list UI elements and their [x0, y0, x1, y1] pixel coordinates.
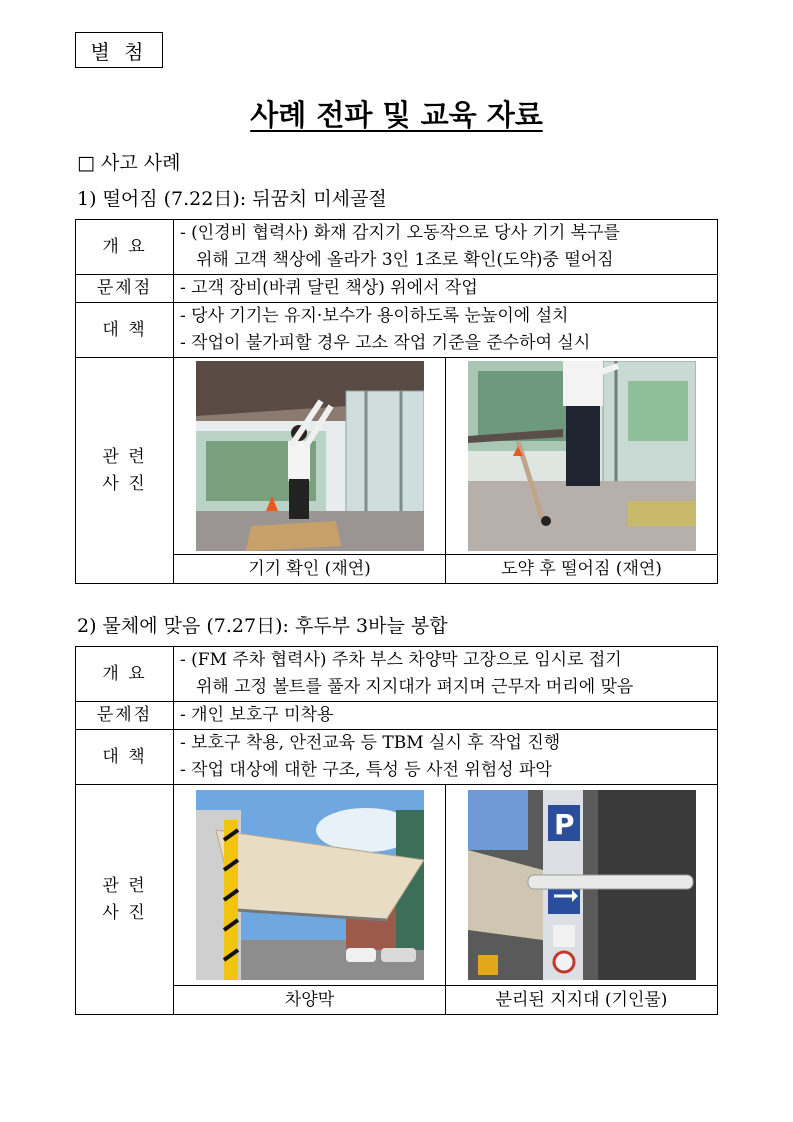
- photo-caption: 차양막: [284, 990, 335, 1010]
- photos-label: [76, 358, 174, 584]
- overview-cell: [174, 647, 718, 702]
- measure-line: - 보호구 착용, 안전교육 등 TBM 실시 후 작업 진행: [180, 733, 561, 753]
- overview-label: 개 요: [76, 220, 174, 275]
- photo-awning: [196, 790, 424, 980]
- table-row: [76, 303, 718, 358]
- case-1-heading: 1) 떨어짐 (7.22日): 뒤꿈치 미세골절: [77, 188, 387, 210]
- table-row: [76, 275, 718, 303]
- photo-slot: [174, 785, 445, 985]
- measures-cell: [174, 730, 718, 785]
- measures-label: 대 책: [76, 303, 174, 358]
- table-row: [76, 730, 718, 785]
- photos-cell: [174, 785, 718, 1015]
- case-1-table: [75, 219, 718, 584]
- photos-label-line1: 관 련: [102, 875, 147, 896]
- photo-caption: 도약 후 떨어짐 (재연): [445, 555, 717, 583]
- problem-label: 문제점: [76, 702, 174, 730]
- photo-detached-support: [468, 790, 696, 980]
- page-title: 사례 전파 및 교육 자료: [250, 98, 543, 132]
- photos-cell: [174, 358, 718, 584]
- measure-line: - 작업 대상에 대한 구조, 특성 등 사전 위험성 파악: [180, 760, 552, 780]
- photo-device-check: [196, 361, 424, 551]
- photo-slot: [174, 358, 445, 554]
- table-row: [76, 358, 718, 584]
- measures-label: 대 책: [76, 730, 174, 785]
- problem-text: - 고객 장비(바퀴 달린 책상) 위에서 작업: [180, 278, 478, 298]
- problem-cell: [174, 702, 718, 730]
- problem-text: - 개인 보호구 미착용: [180, 705, 334, 725]
- overview-line: - (FM 주차 협력사) 주차 부스 차양막 고장으로 임시로 접기: [180, 650, 622, 670]
- photo-slot: [445, 358, 717, 554]
- photo-caption: 분리된 지지대 (기인물): [445, 986, 717, 1014]
- parking-sign-letter: P: [553, 808, 575, 841]
- problem-cell: [174, 275, 718, 303]
- overview-cell: [174, 220, 718, 275]
- photos-label-line2: 사 진: [102, 473, 147, 494]
- overview-line: 위해 고객 책상에 올라가 3인 1조로 확인(도약)중 떨어짐: [196, 250, 614, 270]
- table-row: [76, 785, 718, 1015]
- section-heading: □ 사고 사례: [77, 152, 181, 174]
- photo-slot: [445, 785, 717, 985]
- overview-label: 개 요: [76, 647, 174, 702]
- measure-line: - 당사 기기는 유지·보수가 용이하도록 눈높이에 설치: [180, 306, 569, 326]
- measures-cell: [174, 303, 718, 358]
- table-row: [76, 647, 718, 702]
- photos-label: [76, 785, 174, 1015]
- overview-line: 위해 고정 볼트를 풀자 지지대가 펴지며 근무자 머리에 맞음: [196, 677, 634, 697]
- photo-caption: 기기 확인 (재연): [248, 559, 371, 579]
- case-2-heading: 2) 물체에 맞음 (7.27日): 후두부 3바늘 봉합: [77, 615, 448, 637]
- case-2-table: [75, 646, 718, 1015]
- problem-label: 문제점: [76, 275, 174, 303]
- table-row: [76, 702, 718, 730]
- photos-label-line1: 관 련: [102, 446, 147, 467]
- attachment-label: 별 첨: [75, 32, 163, 68]
- overview-line: - (인경비 협력사) 화재 감지기 오동작으로 당사 기기 복구를: [180, 223, 620, 243]
- measure-line: - 작업이 불가피할 경우 고소 작업 기준을 준수하여 실시: [180, 333, 591, 353]
- photo-jump-fall: [468, 361, 696, 551]
- photos-label-line2: 사 진: [102, 902, 147, 923]
- table-row: [76, 220, 718, 275]
